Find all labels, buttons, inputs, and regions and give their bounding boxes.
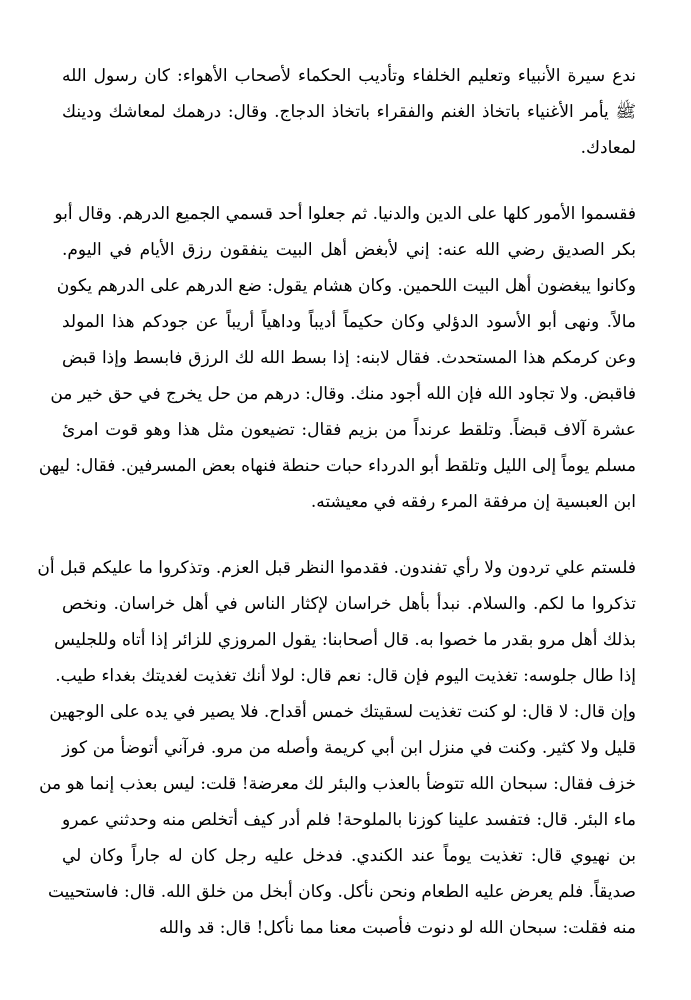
text-line: ابن العبسية إن مرفقة المرء رفقه في معيشته. <box>310 492 636 512</box>
text-line: تذكروا ما لكم. والسلام. نبدأ بأهل خراسان لإكثار الناس في أهل خراسان. ونخص <box>62 594 636 614</box>
paragraph-2 <box>38 196 636 520</box>
text-line: قليل ولا كثير. وكنت في منزل ابن أبي كريمة وأصله من مرو. فرآني أتوضأ من كوز <box>62 738 636 758</box>
paragraph-1 <box>62 58 636 166</box>
text-line: مالاً. ونهى أبو الأسود الدؤلي وكان حكيماً أديباً وداهياً أريباً عن جودكم هذا المولد <box>62 312 636 332</box>
text-line: فاقبض. ولا تجاود الله فإن الله أجود منك. وقال: درهم من حل يخرج في حق خير من <box>50 384 636 404</box>
text-line: ماء البئر. قال: فتفسد علينا كوزنا بالملوحة! فلم أدر كيف أتخلص منه وحدثني عمرو <box>62 810 636 830</box>
text-line: عشرة آلاف قبضاً. وتلقط عرنداً من بزيم فقال: تضيعون مثل هذا وهو قوت امرئ <box>62 420 636 440</box>
document-page <box>37 58 636 976</box>
text-line: خزف فقال: سبحان الله تتوضأ بالعذب والبئر لك معرضة! قلت: ليس بعذب إنما هو من <box>39 774 636 794</box>
text-line: صديقاً. فلم يعرض عليه الطعام ونحن نأكل. وكان أبخل من خلق الله. قال: فاستحييت <box>47 882 636 902</box>
text-line: ﷺ يأمر الأغنياء باتخاذ الغنم والفقراء باتخاذ الدجاج. وقال: درهمك لمعاشك ودينك <box>62 102 636 122</box>
text-line: فلستم علي تردون ولا رأي تفندون. فقدموا النظر قبل العزم. وتذكروا ما عليكم قبل أن <box>37 558 636 578</box>
paragraph-3 <box>37 550 636 946</box>
text-line: فقسموا الأمور كلها على الدين والدنيا. ثم جعلوا أحد قسمي الجميع الدرهم. وقال أبو <box>54 204 636 224</box>
text-line: وعن كرمكم هذا المستحدث. فقال لابنه: إذا بسط الله لك الرزق فابسط وإذا قبض <box>62 348 636 368</box>
text-line: بن نهيوي قال: تغذيت يوماً عند الكندي. فدخل عليه رجل كان له جاراً وكان لي <box>62 846 636 866</box>
text-line: بكر الصديق رضي الله عنه: إني لأبغض أهل البيت ينفقون رزق الأيام في اليوم. <box>62 240 636 260</box>
text-line: ندع سيرة الأنبياء وتعليم الخلفاء وتأديب الحكماء لأصحاب الأهواء: كان رسول الله <box>62 66 636 86</box>
text-line: منه فقلت: سبحان الله لو دنوت فأصبت معنا مما نأكل! قال: قد والله <box>159 918 636 938</box>
text-line: إذا طال جلوسه: تغذيت اليوم فإن قال: نعم قال: لولا أنك تغذيت لغديتك بغداء طيب. <box>55 666 636 686</box>
text-line: وكانوا يبغضون أهل البيت اللحمين. وكان هشام يقول: ضع الدرهم على الدرهم يكون <box>56 276 636 296</box>
text-line: بذلك أهل مرو بقدر ما خصوا به. قال أصحابنا: يقول المروزي للزائر إذا أتاه وللجليس <box>54 630 636 650</box>
text-line: مسلم يوماً إلى الليل وتلقط أبو الدرداء حبات حنطة فنهاه بعض المسرفين. فقال: ليهن <box>38 456 636 476</box>
text-line: وإن قال: لا قال: لو كنت تغذيت لسقيتك خمس أقداح. فلا يصير في يده على الوجهين <box>49 702 636 722</box>
text-line: لمعادك. <box>580 138 636 158</box>
